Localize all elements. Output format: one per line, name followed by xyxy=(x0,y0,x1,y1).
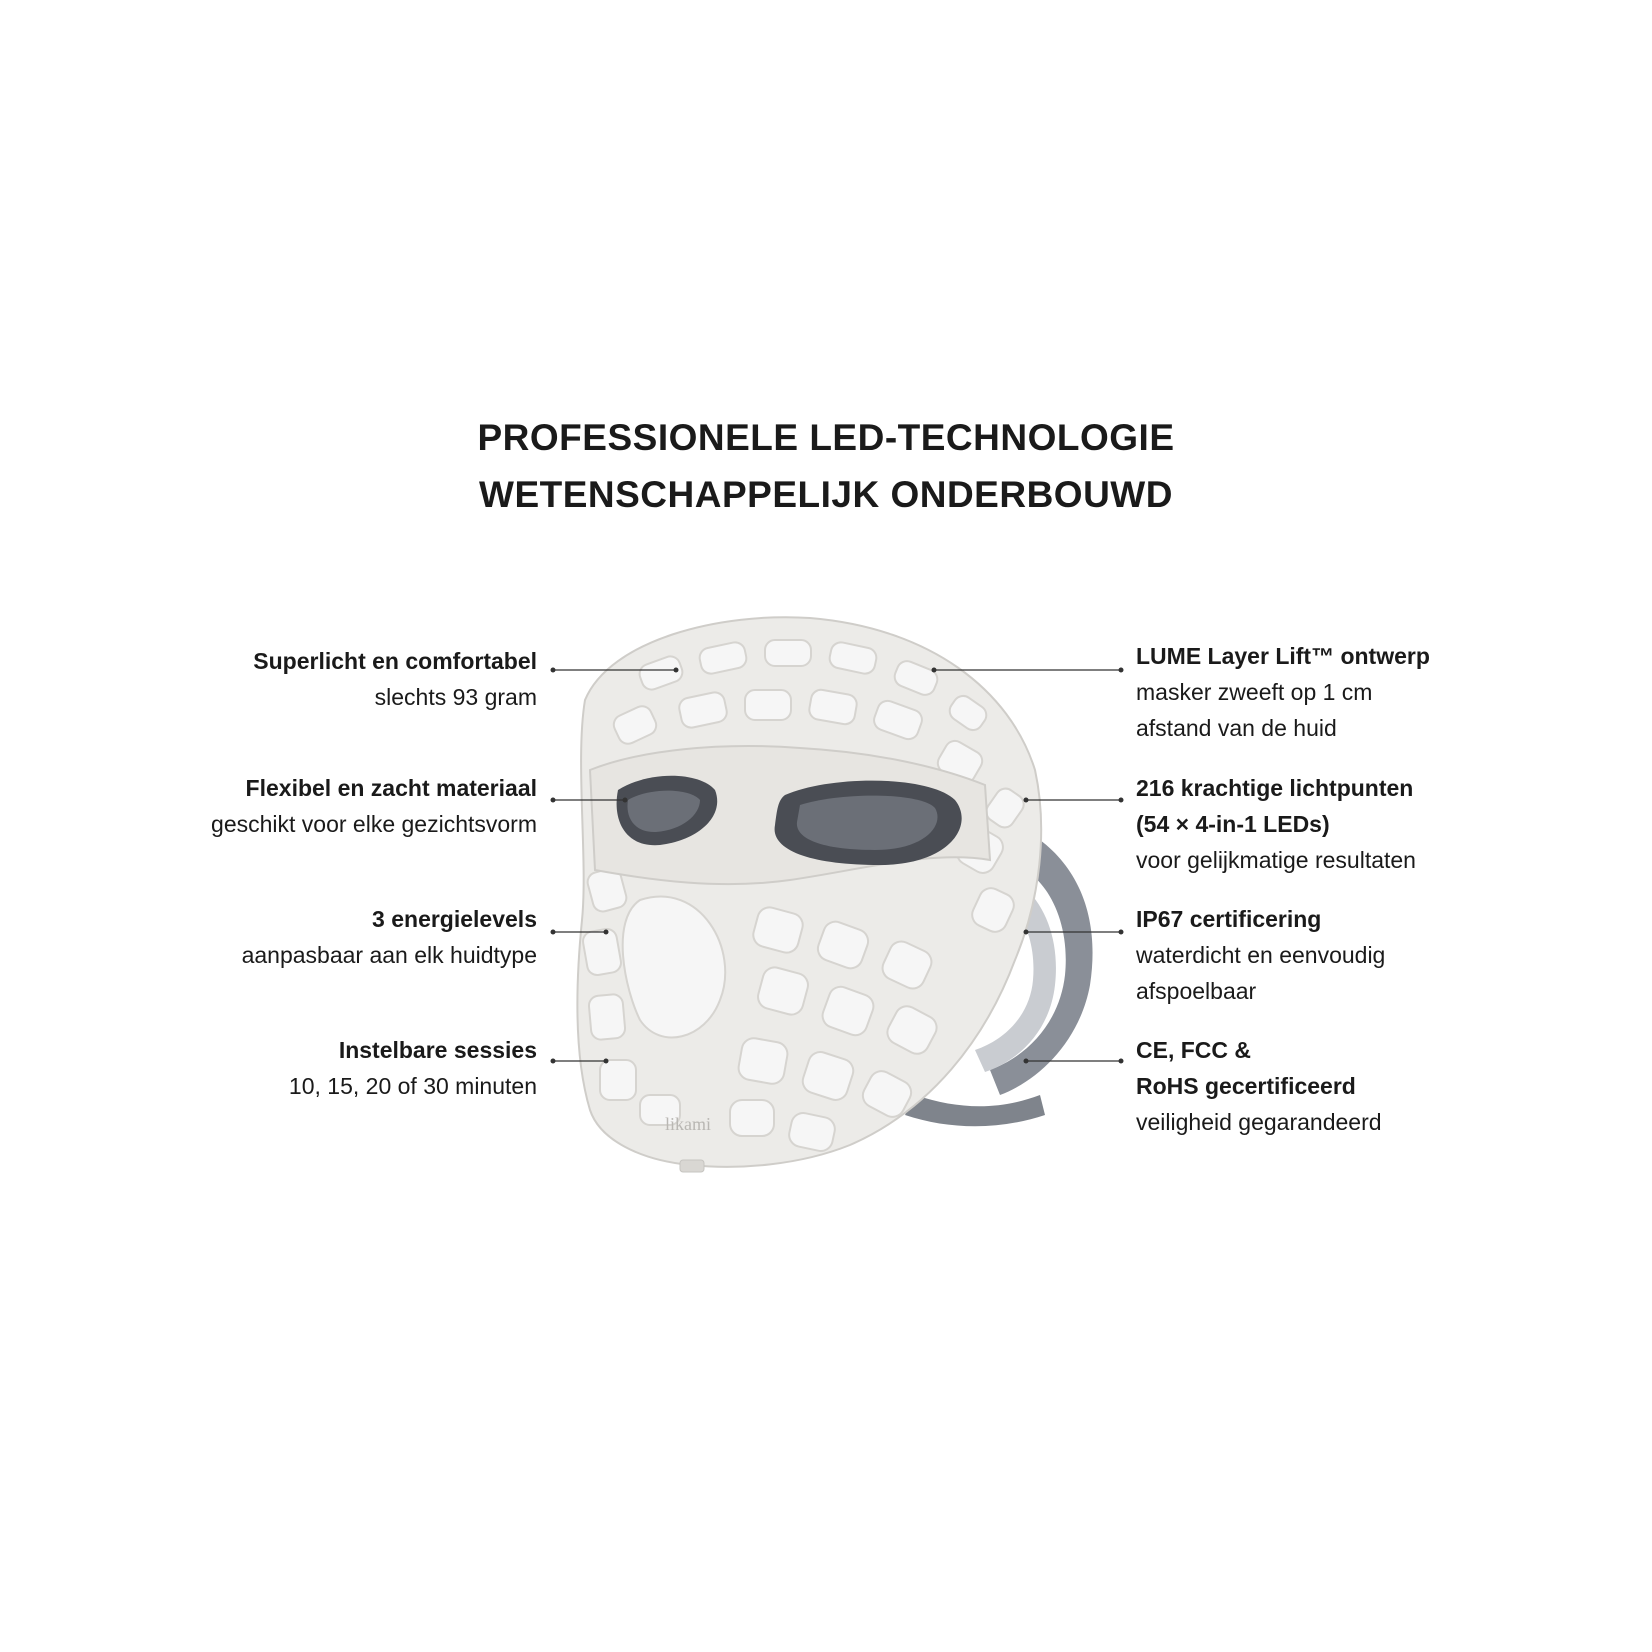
feature-subtitle: waterdicht en eenvoudig xyxy=(1136,942,1386,968)
feature-title: 3 energielevels xyxy=(372,906,537,932)
feature-weight xyxy=(253,643,537,715)
feature-title: IP67 certificering xyxy=(1136,906,1322,932)
power-button xyxy=(680,1160,704,1172)
feature-subtitle: masker zweeft op 1 cm xyxy=(1136,679,1373,705)
feature-title: 216 krachtige lichtpunten xyxy=(1136,775,1414,801)
feature-subtitle: afstand van de huid xyxy=(1136,715,1337,741)
feature-subtitle: aanpasbaar aan elk huidtype xyxy=(241,942,537,968)
feature-title: (54 × 4-in-1 LEDs) xyxy=(1136,811,1330,837)
feature-subtitle: voor gelijkmatige resultaten xyxy=(1136,847,1416,873)
feature-title: Superlicht en comfortabel xyxy=(253,648,537,674)
feature-sessions xyxy=(289,1032,537,1104)
feature-subtitle: afspoelbaar xyxy=(1136,978,1257,1004)
feature-subtitle: veiligheid gegarandeerd xyxy=(1136,1109,1382,1135)
page-title-line-1: PROFESSIONELE LED-TECHNOLOGIE xyxy=(477,417,1175,458)
feature-layer-lift xyxy=(1136,638,1430,746)
feature-ip67 xyxy=(1136,901,1385,1009)
feature-title: RoHS gecertificeerd xyxy=(1136,1073,1356,1099)
feature-subtitle: geschikt voor elke gezichtsvorm xyxy=(211,811,537,837)
feature-light-points xyxy=(1136,770,1416,878)
feature-title: Instelbare sessies xyxy=(338,1037,537,1063)
feature-certification xyxy=(1136,1032,1382,1140)
feature-title: CE, FCC & xyxy=(1136,1037,1251,1063)
page-title-line-2: WETENSCHAPPELIJK ONDERBOUWD xyxy=(479,474,1173,515)
feature-subtitle: 10, 15, 20 of 30 minuten xyxy=(288,1073,537,1099)
feature-title: LUME Layer Lift™ ontwerp xyxy=(1136,643,1430,669)
feature-material xyxy=(211,770,537,842)
feature-subtitle: slechts 93 gram xyxy=(374,684,537,710)
feature-title: Flexibel en zacht materiaal xyxy=(245,775,537,801)
brand-mark: likami xyxy=(665,1114,711,1134)
feature-energy-levels xyxy=(242,901,537,973)
